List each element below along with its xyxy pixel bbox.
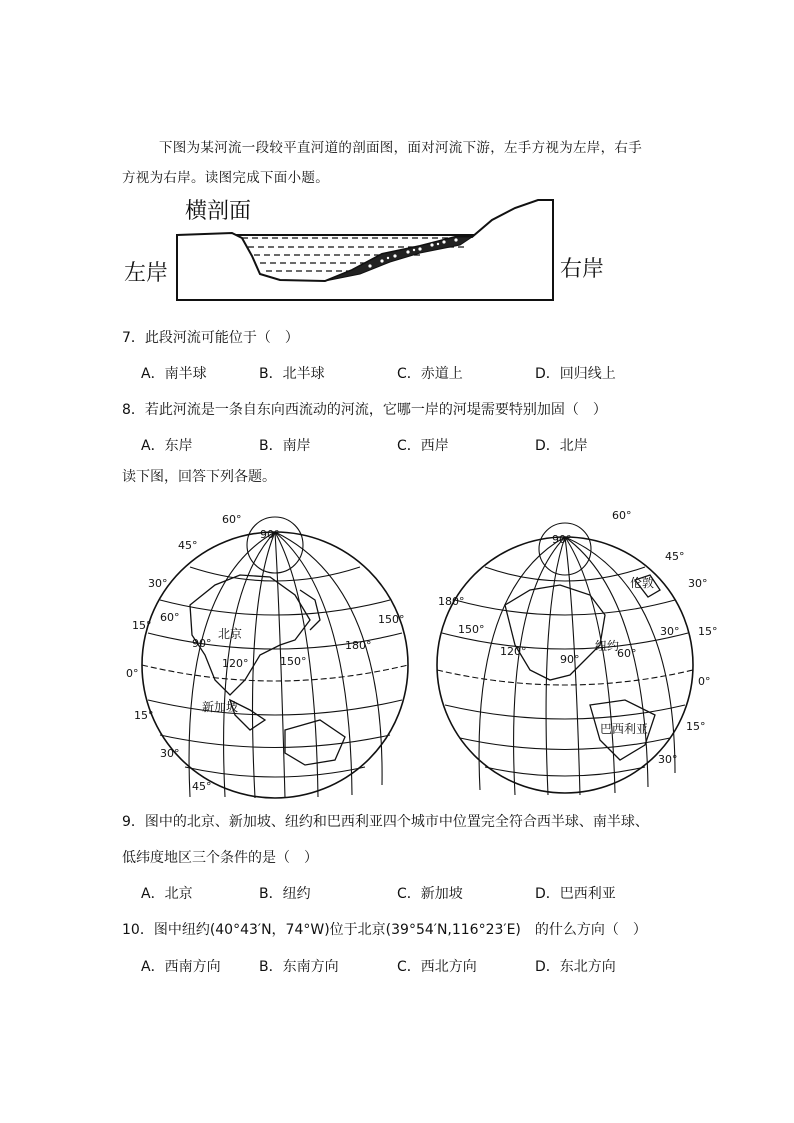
right-lat-30: 30° (688, 577, 708, 590)
q9-option-d[interactable]: D．巴西利亚 (535, 886, 616, 902)
left-lat-45s: 45° (192, 780, 212, 793)
question-9-stem-line-1: 9．图中的北京、新加坡、纽约和巴西利亚四个城市中位置完全符合西半球、南半球、 (122, 814, 649, 830)
question-9-stem-line-2: 低纬度地区三个条件的是（ ） (122, 850, 318, 866)
left-lat-30s: 30° (160, 747, 180, 760)
right-lon-30: 30° (660, 625, 680, 638)
left-lat-0: 0° (126, 667, 139, 680)
question-7-stem: 7．此段河流可能位于（ ） (122, 330, 299, 346)
q8-option-a[interactable]: A．东岸 (141, 438, 193, 454)
q7-option-b[interactable]: B．北半球 (259, 366, 325, 382)
read-instruction: 读下图，回答下列各题。 (122, 469, 276, 485)
cross-section-title: 横剖面 (185, 199, 252, 224)
left-globe (142, 517, 408, 798)
river-cross-section-figure (120, 190, 620, 310)
q7-option-a[interactable]: A．南半球 (141, 366, 207, 382)
right-pole-label: 90° (552, 533, 572, 546)
q7-option-c[interactable]: C．赤道上 (397, 366, 463, 382)
left-lat-45: 45° (178, 539, 198, 552)
left-lon-180: 180° (345, 639, 372, 652)
right-lon-60: 60° (617, 647, 637, 660)
left-lon-90: 90° (192, 637, 212, 650)
q10-option-d[interactable]: D．东北方向 (535, 959, 616, 975)
left-lon-150: 150° (280, 655, 307, 668)
right-lat-45: 45° (665, 550, 685, 563)
q8-option-b[interactable]: B．南岸 (259, 438, 311, 454)
left-lon-60: 60° (160, 611, 180, 624)
q10-option-c[interactable]: C．西北方向 (397, 959, 477, 975)
right-lon-180: 180° (438, 595, 465, 608)
right-lon-90: 90° (560, 653, 580, 666)
right-lat-30s: 30° (658, 753, 678, 766)
right-lat-60: 60° (612, 509, 632, 522)
question-8-stem: 8．若此河流是一条自东向西流动的河流，它哪一岸的河堤需要特别加固（ ） (122, 402, 607, 418)
left-lat-15n: 15° (132, 619, 152, 632)
left-lat-30: 30° (148, 577, 168, 590)
globes-figure (120, 505, 720, 805)
intro-line-1: 下图为某河流一段较平直河道的剖面图，面对河流下游，左手方视为左岸，右手 (159, 140, 642, 156)
left-lon-120: 120° (222, 657, 249, 670)
left-globe-landmass (190, 575, 345, 765)
q9-option-b[interactable]: B．纽约 (259, 886, 311, 902)
q8-option-c[interactable]: C．西岸 (397, 438, 449, 454)
right-lon-150: 150° (458, 623, 485, 636)
right-bank-label: 右岸 (560, 257, 605, 282)
city-brasilia: 巴西利亚 (600, 722, 649, 736)
q7-option-d[interactable]: D．回归线上 (535, 366, 616, 382)
q10-option-b[interactable]: B．东南方向 (259, 959, 339, 975)
left-bank-label: 左岸 (124, 261, 169, 286)
right-lat-0: 0° (698, 675, 711, 688)
right-lat-15s: 15° (686, 720, 706, 733)
left-lat-60: 60° (222, 513, 242, 526)
city-singapore: 新加坡 (202, 700, 239, 714)
right-lon-120: 120° (500, 645, 527, 658)
city-beijing: 北京 (218, 627, 243, 641)
q8-option-d[interactable]: D．北岸 (535, 438, 588, 454)
right-lat-15n: 15° (698, 625, 718, 638)
question-10-stem: 10．图中纽约(40°43′N，74°W)位于北京(39°54′N,116°23′E) 的什么方向（ ） (122, 922, 647, 938)
intro-line-2: 方视为右岸。读图完成下面小题。 (122, 170, 329, 186)
left-lon-150w: 150° (378, 613, 405, 626)
left-pole-label: 90° (260, 528, 280, 541)
city-new-york: 纽约 (595, 639, 620, 653)
city-london: 伦敦 (630, 576, 655, 590)
left-lat-15s: 15° (134, 709, 154, 722)
q10-option-a[interactable]: A．西南方向 (141, 959, 221, 975)
q9-option-a[interactable]: A．北京 (141, 886, 193, 902)
q9-option-c[interactable]: C．新加坡 (397, 886, 463, 902)
